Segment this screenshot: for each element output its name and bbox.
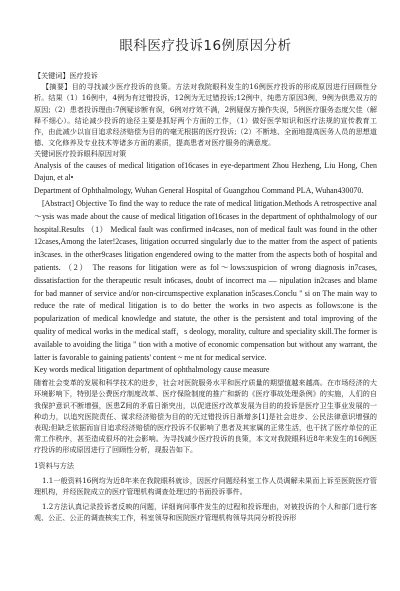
section-1-2-paragraph: 1.2方法认真记录投诉者反映的问题，详细询问事件发生的过程和投诉理由，对被投诉的个人和部门进行客观、公正、公正的调查核实工作，科室领导和医院医疗管理机构领导共同分析投诉形: [34, 502, 377, 523]
introduction-paragraph: 随着社会变革的发展和科学技术的进步，社会对医院服务水平和医疗质量的期望值越来越高。在市场经济的大环境影响下，特别是公费医疗制度改革、医疗保险制度的推广和新的《医疗事故处理条例》的实施，人们的自我保护意识不断增强，医患Z间的矛盾日渐突出，以促进医疗改革发展为目的的投诉是医疗卫生事业发展的一种动力，以追究医院责任、谋求经济赔偿为目的的无过错投诉日渐增多[1]是社会进步、公民法律意识增强的表现;但缺乏依据而盲目追求经济赔偿的医疗投诉不仅影响了患者及其家属的正常生活，也干扰了医疗单位的正常工作秩序，甚至造成很坏的社会影响。为寻找减少医疗投诉的良策，本文对我院眼科近8年来发生的16例医疗投诉的形成原因进行了回顾性分析，现报告如下。: [34, 378, 377, 455]
keywords-cn: 【关键词】医疗投诉: [34, 71, 98, 80]
english-abstract: [Abstract] Objective To find the way to reduce the rate of medical litigation.Methods A retrospective anal～ysis was made about the cause of medical litigation of16cases in the department of ophthalmology of our hospital.Results （1） Medical fault was confirmed in4cases, non of medical fault was found in the other 12cases,Among the later!2cases, litigation occurred singularly due to the matter from the aspect of patients in3cases. in the other9cases litigation engendered owing to the matter from the aspects both of hospital and patients. （2） The reasons for litigation were as fol～lows:suspicion of wrong diagnosis in7cases, dissatisfaction for the therapeutic result in6cases, doubt of incorrect ma — nipulation in2cases and blame for bad manner of service and/or non-circumspective explanation in5cases.Conclu " si on The main way to reduce the rate of medical litigation is to do better the works in two aspects as follows:one is the popularization of medical knowledge and statute, the other is the persistent and total improving of the quality of medical works in the medical staff，s deology, morality, culture and speciality skill.The former is available to avoiding the litiga " tion with a motive of economic compensation but without any warrant, the latter is favorable to gaining patients' content ~ me nt for medical service.: [34, 199, 377, 362]
section-1-heading: 1资料与方法: [34, 460, 74, 470]
abstract-cn: 【摘要】目的寻找减少医疗投诉的良策。方法对我院眼科发生的16例医疗投诉的形成原因进行回顾性分析。结果（1）16例中，4例为有过错投诉，12例为无过错投诉;12例中，纯患方原因3例，9例为供患双方的原因;（2）患者投诉理由:7例疑诊断有误，6例对疗效不满，2例疑保方操作失误，5例医疗服务态度欠佳（解释不细心）。结论减少投诉的途径主要是抓好两个方面的工作，（1）做好医学知识和医疗法规的宣传教育工作，由此减少以盲目追求经济赔偿为目的的毫无根据的医疗投诉;（2）不断地、全面地提高医务人员的思想道德、文化修养及专业技术等诸多方面的素质，提高患者对医疗服务的满意度。: [34, 82, 377, 148]
keywords-label-cn: 关键词医疗投诉眼科原因对策: [34, 149, 127, 159]
section-1-1-paragraph: 1.1一般资料16例均为近8年来在我院眼科就诊，因医疗问题经科室工作人员调解未果而上诉至医院医疗管理机构，并经医院成立的医疗管理机构调查处理过的书面投诉事件。: [34, 475, 377, 496]
page-title: 眼科医疗投诉16例原因分析: [119, 38, 292, 54]
english-title: Analysis of the causes of medical litigation of16cases in eye-department Zhou Hezheng, Liu Hong, Chen Dajun, et al•: [34, 160, 377, 183]
english-affiliation: Department of Ophthalmology, Wuhan General Hospital of Guangzhou Command PLA, Wuhan430070.: [34, 186, 364, 196]
english-keywords: Key words medical litigation department of ophthalmology cause measure: [34, 365, 270, 375]
